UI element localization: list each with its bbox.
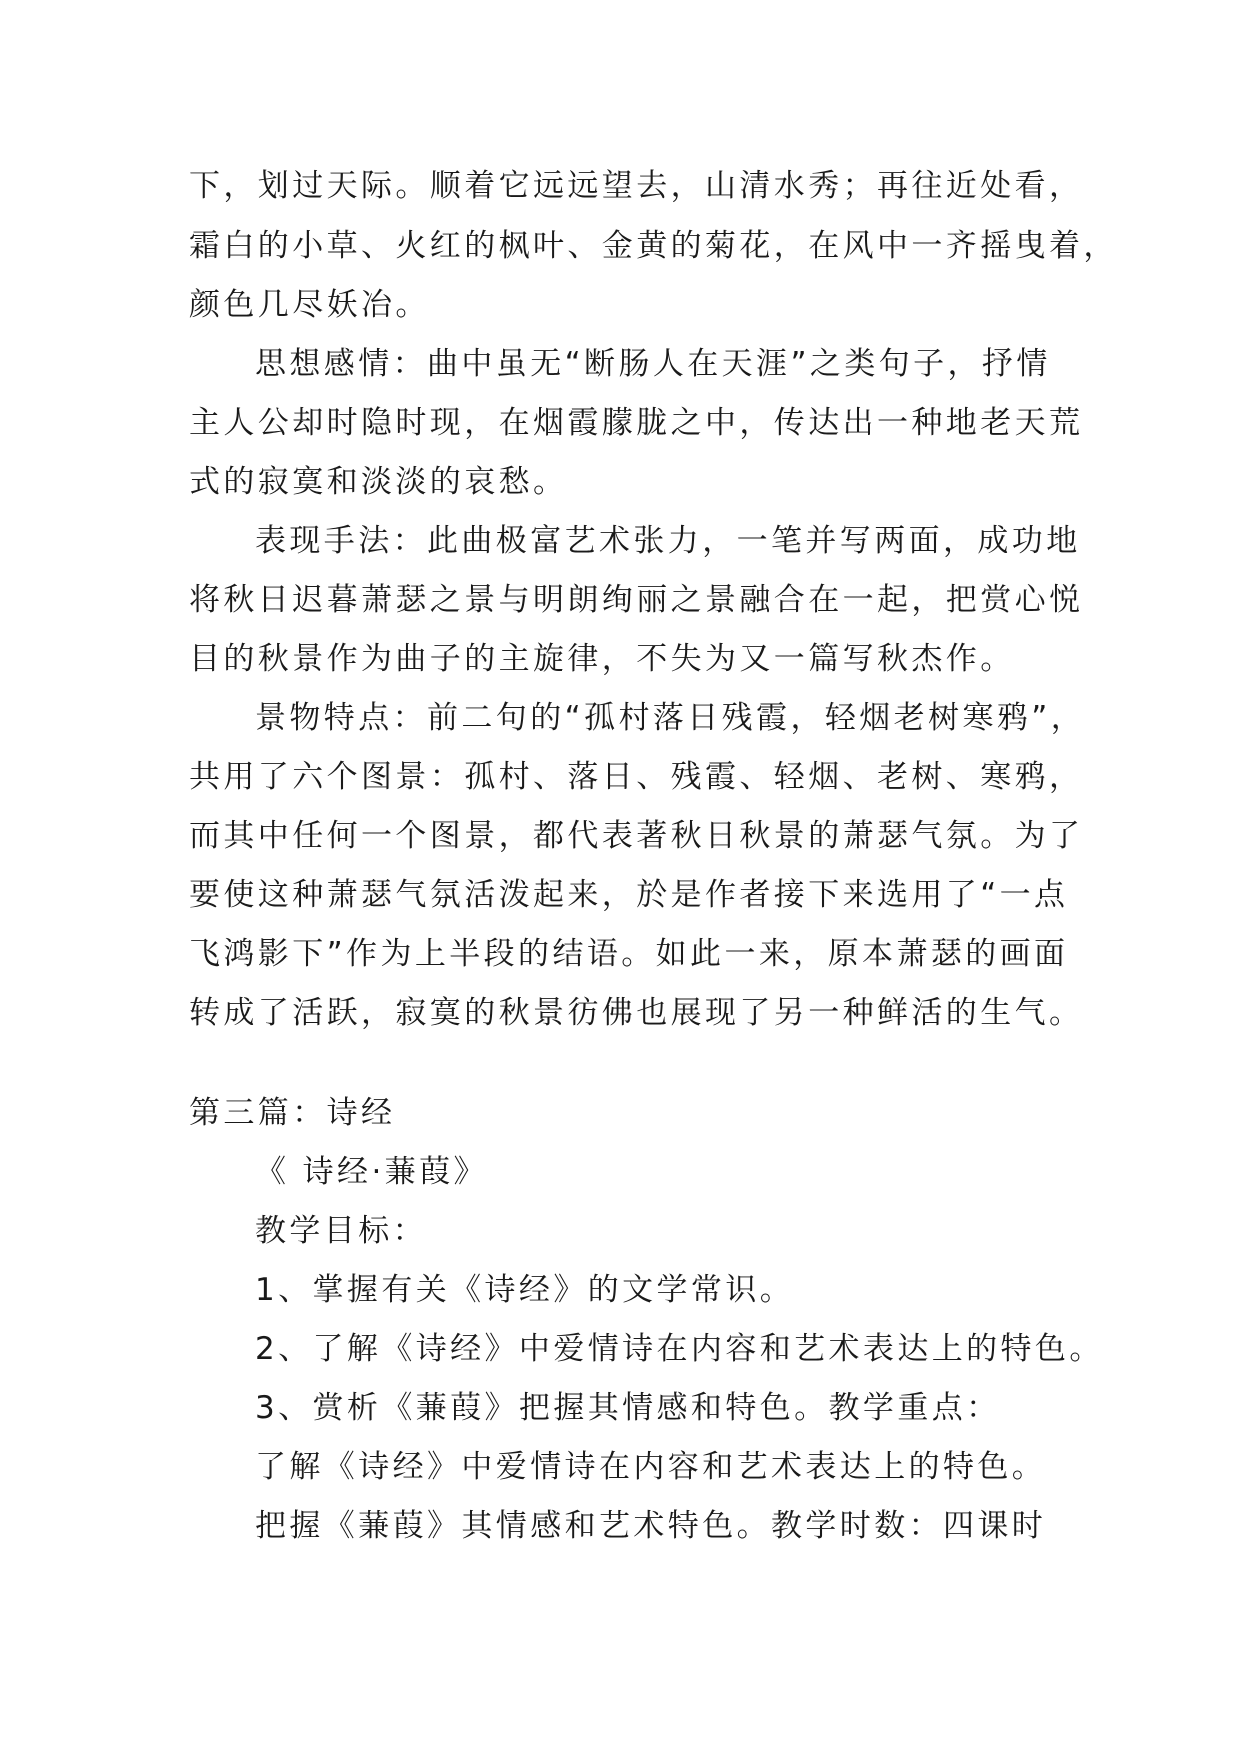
paragraph-line: 下，划过天际。顺着它远远望去，山清水秀；再往近处看， [189, 168, 1084, 204]
paragraph-line: 目的秋景作为曲子的主旋律，不失为又一篇写秋杰作。 [189, 641, 1015, 677]
focus-item: 把握《蒹葭》其情感和艺术特色。教学时数：四课时 [255, 1508, 1047, 1544]
paragraph-line: 颜色几尽妖冶。 [189, 287, 430, 323]
paragraph-line: 转成了活跃，寂寞的秋景彷佛也展现了另一种鲜活的生气。 [189, 995, 1084, 1031]
list-item: 1、掌握有关《诗经》的文学常识。 [255, 1272, 795, 1308]
focus-item: 了解《诗经》中爱情诗在内容和艺术表达上的特色。 [255, 1449, 1047, 1485]
paragraph-line: 式的寂寞和淡淡的哀愁。 [189, 464, 568, 500]
paragraph-line: 飞鸿影下”作为上半段的结语。如此一来，原本萧瑟的画面 [189, 936, 1069, 972]
paragraph-line: 霜白的小草、火红的枫叶、金黄的菊花，在风中一齐摇曳着， [189, 228, 1118, 264]
paragraph-line: 主人公却时隐时现，在烟霞朦胧之中，传达出一种地老天荒 [189, 405, 1084, 441]
paragraph-line: 将秋日迟暮萧瑟之景与明朗绚丽之景融合在一起，把赏心悦 [189, 582, 1084, 618]
paragraph-line: 而其中任何一个图景，都代表著秋日秋景的萧瑟气氛。为了 [189, 818, 1084, 854]
paragraph-line: 要使这种萧瑟气氛活泼起来，於是作者接下来选用了“一点 [189, 877, 1069, 913]
section-heading: 第三篇：诗经 [189, 1095, 396, 1131]
list-item: 2、了解《诗经》中爱情诗在内容和艺术表达上的特色。 [255, 1331, 1104, 1367]
paragraph-line: 共用了六个图景：孤村、落日、残霞、轻烟、老树、寒鸦， [189, 759, 1084, 795]
poem-title: 《 诗经·蒹葭》 [255, 1154, 488, 1190]
list-item: 3、赏析《蒹葭》把握其情感和特色。教学重点： [255, 1390, 1001, 1426]
paragraph-line: 景物特点：前二句的“孤村落日残霞，轻烟老树寒鸦”， [255, 700, 1086, 736]
paragraph-line: 思想感情：曲中虽无“断肠人在天涯”之类句子，抒情 [255, 346, 1051, 382]
paragraph-line: 表现手法：此曲极富艺术张力，一笔并写两面，成功地 [255, 523, 1081, 559]
goals-label: 教学目标： [255, 1213, 427, 1249]
